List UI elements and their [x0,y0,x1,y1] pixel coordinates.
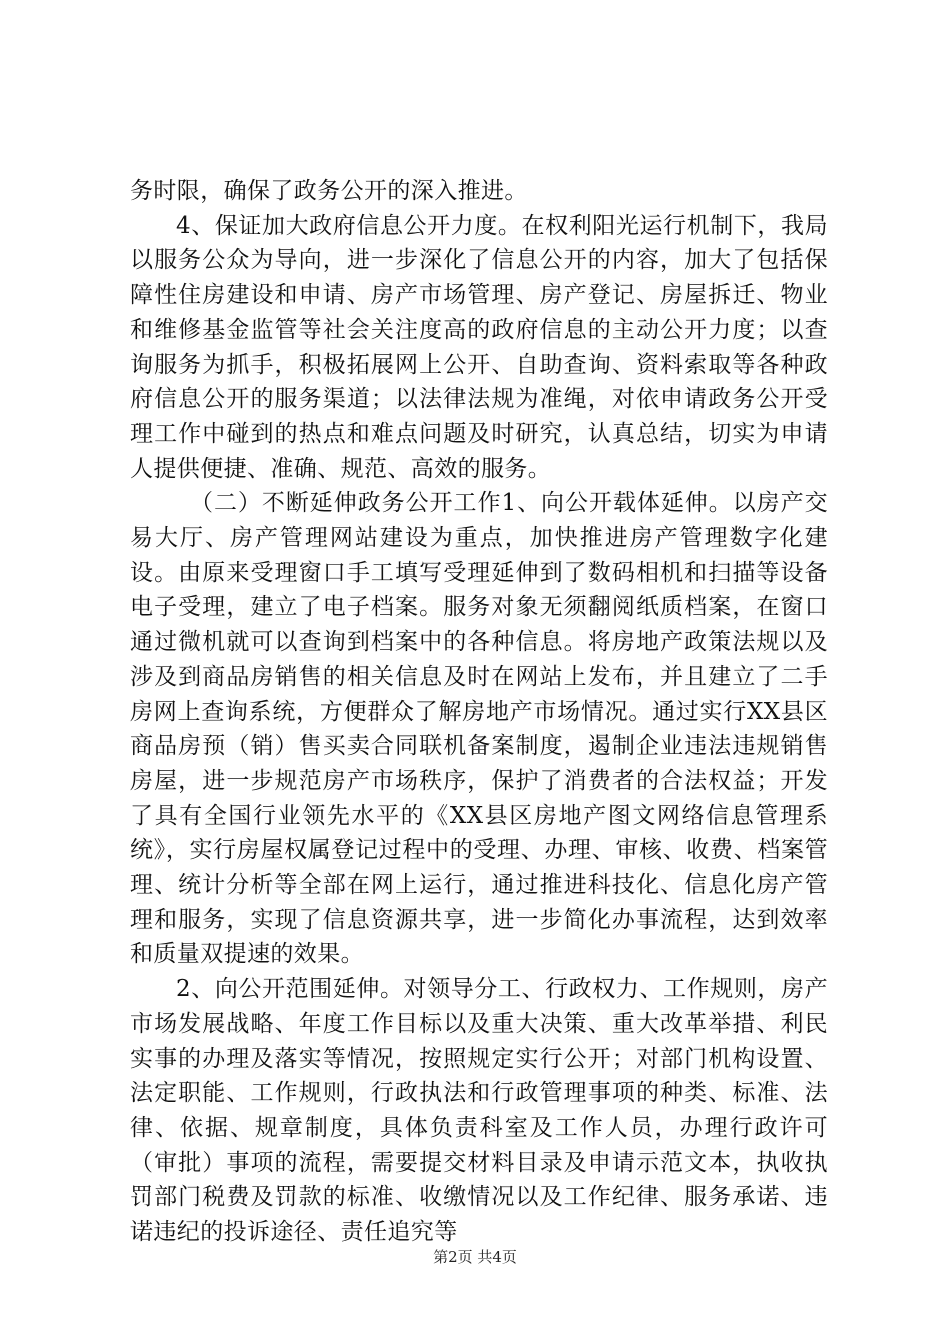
document-body [130,174,828,1250]
paragraph-section-2: （二）不断延伸政务公开工作1、向公开载体延伸。以房产交易大厅、房产管理网站建设为重点，加快推进房产管理数字化建设。由原来受理窗口手工填写受理延伸到了数码相机和扫描等设备电子受理，建立了电子档案。服务对象无须翻阅纸质档案，在窗口通过微机就可以查询到档案中的各种信息。将房地产政策法规以及涉及到商品房销售的相关信息及时在网站上发布，并且建立了二手房网上查询系统，方便群众了解房地产市场情况。通过实行XX县区商品房预（销）售买卖合同联机备案制度，遏制企业违法违规销售房屋，进一步规范房产市场秩序，保护了消费者的合法权益；开发了具有全国行业领先水平的《XX县区房地产图文网络信息管理系统》，实行房屋权属登记过程中的受理、办理、审核、收费、档案管理、统计分析等全部在网上运行，通过推进科技化、信息化房产管理和服务，实现了信息资源共享，进一步简化办事流程，达到效率和质量双提速的效果。 [130,490,828,968]
paragraph-item-4: 4、保证加大政府信息公开力度。在权利阳光运行机制下，我局以服务公众为导向，进一步深化了信息公开的内容，加大了包括保障性住房建设和申请、房产市场管理、房产登记、房屋拆迁、物业和维修基金监管等社会关注度高的政府信息的主动公开力度；以查询服务为抓手，积极拓展网上公开、自助查询、资料索取等各种政府信息公开的服务渠道；以法律法规为准绳，对依申请政务公开受理工作中碰到的热点和难点问题及时研究，认真总结，切实为申请人提供便捷、准确、规范、高效的服务。 [130,212,828,482]
paragraph-continuation: 务时限，确保了政务公开的深入推进。 [130,178,528,204]
paragraph-item-2: 2、向公开范围延伸。对领导分工、行政权力、工作规则，房产市场发展战略、年度工作目标以及重大决策、重大改革举措、利民实事的办理及落实等情况，按照规定实行公开；对部门机构设置、法定职能、工作规则，行政执法和行政管理事项的种类、标准、法律、依据、规章制度，具体负责科室及工作人员，办理行政许可（审批）事项的流程，需要提交材料目录及申请示范文本，执收执罚部门税费及罚款的标准、收缴情况以及工作纪律、服务承诺、违诺违纪的投诉途径、责任追究等 [130,976,828,1246]
page-number-footer: 第2页 共4页 [433,1248,517,1266]
